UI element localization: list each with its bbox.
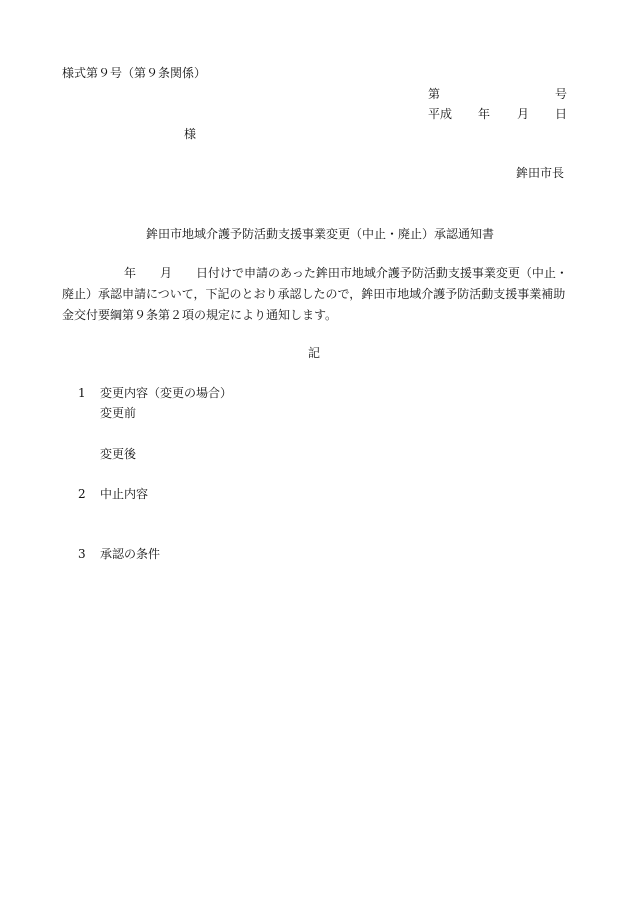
body-date-month: 月 <box>160 266 173 280</box>
document-title: 鉾田市地域介護予防活動支援事業変更（中止・廃止）承認通知書 <box>146 227 495 241</box>
item-1-label: 変更内容（変更の場合） <box>100 386 233 400</box>
issuer: 鉾田市長 <box>516 166 565 180</box>
document-number-prefix: 第 <box>428 87 441 101</box>
item-1-sub-before: 変更前 <box>100 406 137 420</box>
body-paragraph <box>62 263 570 326</box>
item-1-sub-after: 変更後 <box>100 447 137 461</box>
record-heading: 記 <box>308 346 321 360</box>
date-month: 月 <box>517 107 530 121</box>
item-3-number: 3 <box>78 547 86 561</box>
date-day: 日 <box>555 107 568 121</box>
item-2-label: 中止内容 <box>100 487 149 501</box>
body-date-year: 年 <box>124 266 137 280</box>
item-2-number: 2 <box>78 487 86 501</box>
item-3-label: 承認の条件 <box>100 547 161 561</box>
form-label: 様式第９号（第９条関係） <box>62 66 207 80</box>
body-text: 日付けで申請のあった鉾田市地域介護予防活動支援事業変更（中止・廃止）承認申請について，下記のとおり承認したので，鉾田市地域介護予防活動支援事業補助金交付要綱第９条第２項の規定により通知します。 <box>62 266 568 322</box>
item-1-number: 1 <box>78 386 86 400</box>
addressee-suffix: 様 <box>184 127 197 141</box>
date-era: 平成 <box>428 107 453 121</box>
date-year: 年 <box>478 107 491 121</box>
document-number-suffix: 号 <box>555 87 568 101</box>
